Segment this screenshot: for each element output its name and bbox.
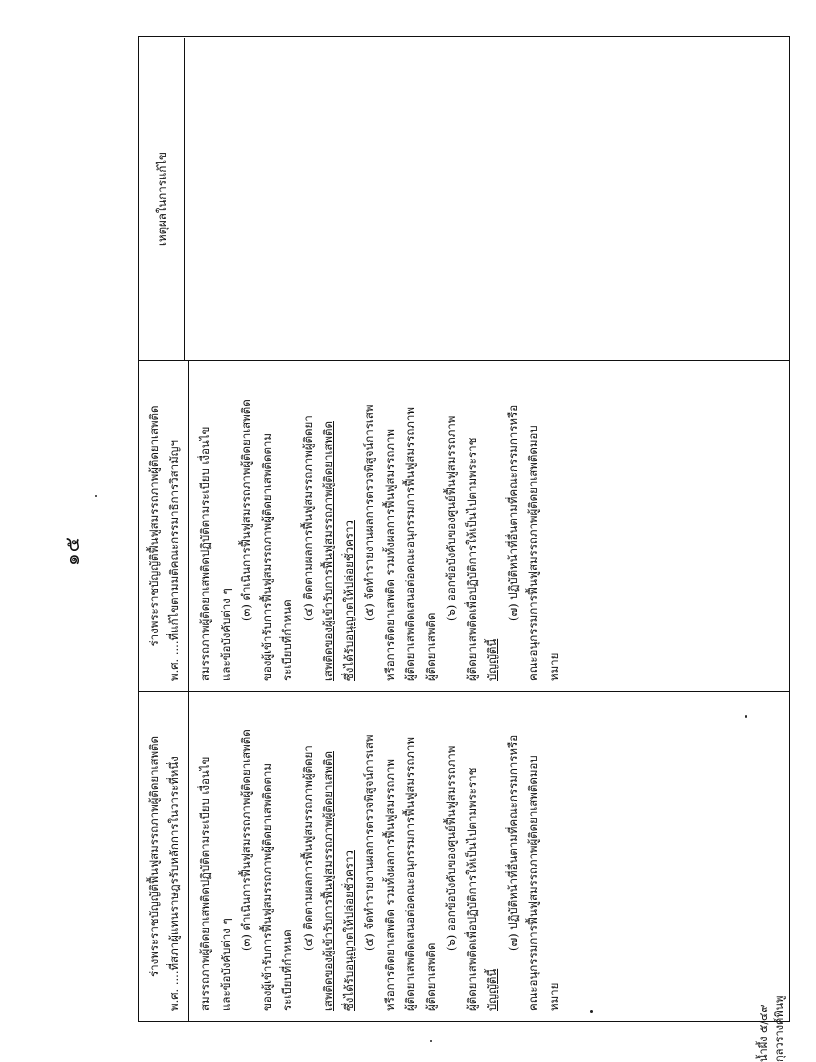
margin-note: กุลวรางค์พินพู	[773, 995, 786, 1062]
scan-speck	[745, 715, 747, 718]
column-header-original-draft	[139, 692, 189, 1021]
column-body-original-draft	[189, 692, 568, 1021]
column-committee-revision	[139, 360, 789, 691]
text-line: ระเบียบที่กำหนด	[280, 929, 294, 1011]
text-line: ของผู้เข้ารับการฟื้นฟูสมรรถภาพผู้ติดยาเสพติดตาม	[259, 763, 274, 1011]
column-header-committee-revision	[139, 361, 189, 691]
scan-speck	[590, 1010, 593, 1013]
column-body-committee-revision	[189, 361, 568, 691]
text-line: บัญญัตินี้	[485, 638, 499, 681]
page-number: ๑๕	[60, 536, 84, 566]
comparison-table	[138, 36, 790, 1022]
text-line: หรือการติดยาเสพติด รวมทั้งผลการฟื้นฟูสมรรถภาพ	[382, 429, 397, 681]
text-line: (๔) ติดตามผลการฟื้นฟูสมรรถภาพผู้ติดยา	[300, 415, 315, 621]
text-line: (๖) ออกข้อบังคับของศูนย์ฟื้นฟูสมรรถภาพ	[444, 415, 458, 621]
text-line: ผู้ติดยาเสพติด	[423, 612, 438, 681]
header-line: พ.ศ. ....ที่แก้ไขตามมติคณะกรรมาธิการวิสามัญฯ	[167, 440, 181, 681]
text-line: ผู้ติดยาเสพติด	[423, 942, 438, 1011]
text-line: (๗) ปฏิบัติหน้าที่อื่นตามที่คณะกรรมการหรือ	[505, 404, 520, 621]
text-line: และข้อบังคับต่าง ๆ	[218, 588, 233, 681]
text-line: หมาย	[546, 982, 561, 1011]
column-original-draft	[139, 691, 789, 1021]
scan-speck	[430, 1040, 432, 1042]
text-line: บัญญัตินี้	[485, 968, 499, 1011]
margin-note: น้ำผึ้ง ๕/๔๙	[757, 1004, 770, 1062]
text-line: ระเบียบที่กำหนด	[280, 599, 294, 681]
text-line: (๗) ปฏิบัติหน้าที่อื่นตามที่คณะกรรมการหรือ	[505, 734, 520, 951]
text-line: (๕) จัดทำรายงานผลการตรวจพิสูจน์การเสพ	[362, 734, 376, 951]
text-line: สมรรถภาพผู้ติดยาเสพติดปฏิบัติตามระเบียบ เงื่อนไข	[198, 426, 212, 681]
text-line: ผู้ติดยาเสพติดเพื่อปฏิบัติการให้เป็นไปตามพระราช	[464, 437, 479, 681]
text-line: คณะอนุกรรมการฟื้นฟูสมรรถภาพผู้ติดยาเสพติดมอบ	[526, 755, 540, 1011]
text-line: ผู้ติดยาเสพติดเพื่อปฏิบัติการให้เป็นไปตามพระราช	[464, 767, 479, 1011]
header-line: ร่างพระราชบัญญัติฟื้นฟูสมรรถภาพผู้ติดยาเสพติด	[147, 736, 161, 978]
text-line: สมรรถภาพผู้ติดยาเสพติดปฏิบัติตามระเบียบ เงื่อนไข	[198, 756, 212, 1011]
scan-speck	[95, 495, 97, 497]
column-reasons	[139, 38, 789, 360]
header-line: ร่างพระราชบัญญัติฟื้นฟูสมรรถภาพผู้ติดยาเสพติด	[147, 405, 161, 647]
text-line: (๔) ติดตามผลการฟื้นฟูสมรรถภาพผู้ติดยา	[300, 745, 315, 951]
text-line: คณะอนุกรรมการฟื้นฟูสมรรถภาพผู้ติดยาเสพติดมอบ	[526, 425, 540, 681]
text-line: (๕) จัดทำรายงานผลการตรวจพิสูจน์การเสพ	[362, 404, 376, 621]
text-line: เสพติดของผู้เข้ารับการฟื้นฟูสมรรถภาพผู้ติดยาเสพติด	[321, 421, 335, 681]
text-line: ของผู้เข้ารับการฟื้นฟูสมรรถภาพผู้ติดยาเสพติดตาม	[259, 433, 274, 681]
text-line: (๓) ดำเนินการฟื้นฟูสมรรถภาพผู้ติดยาเสพติด	[239, 729, 253, 951]
text-line: ผู้ติดยาเสพติดเสนอต่อคณะอนุกรรมการฟื้นฟูสมรรถภาพ	[403, 737, 417, 1011]
column-header-reasons	[139, 38, 185, 360]
text-line: ซึ่งได้รับอนุญาตให้ปล่อยชั่วคราว	[341, 850, 356, 1011]
text-line: หรือการติดยาเสพติด รวมทั้งผลการฟื้นฟูสมรรถภาพ	[382, 759, 397, 1011]
rotated-document-page	[60, 36, 790, 1062]
text-line: (๖) ออกข้อบังคับของศูนย์ฟื้นฟูสมรรถภาพ	[444, 745, 458, 951]
text-line: (๓) ดำเนินการฟื้นฟูสมรรถภาพผู้ติดยาเสพติด	[239, 399, 253, 621]
header-line: เหตุผลในการแก้ไข	[155, 152, 169, 246]
text-line: หมาย	[546, 652, 561, 681]
text-line: และข้อบังคับต่าง ๆ	[218, 918, 233, 1011]
text-line: เสพติดของผู้เข้ารับการฟื้นฟูสมรรถภาพผู้ติดยาเสพติด	[321, 751, 335, 1011]
column-body-reasons	[185, 38, 195, 360]
text-line: ผู้ติดยาเสพติดเสนอต่อคณะอนุกรรมการฟื้นฟูสมรรถภาพ	[403, 407, 417, 681]
header-line: พ.ศ. ....ที่สภาผู้แทนราษฎรรับหลักการในวาระที่หนึ่ง	[167, 756, 181, 1011]
text-line: ซึ่งได้รับอนุญาตให้ปล่อยชั่วคราว	[341, 520, 356, 681]
